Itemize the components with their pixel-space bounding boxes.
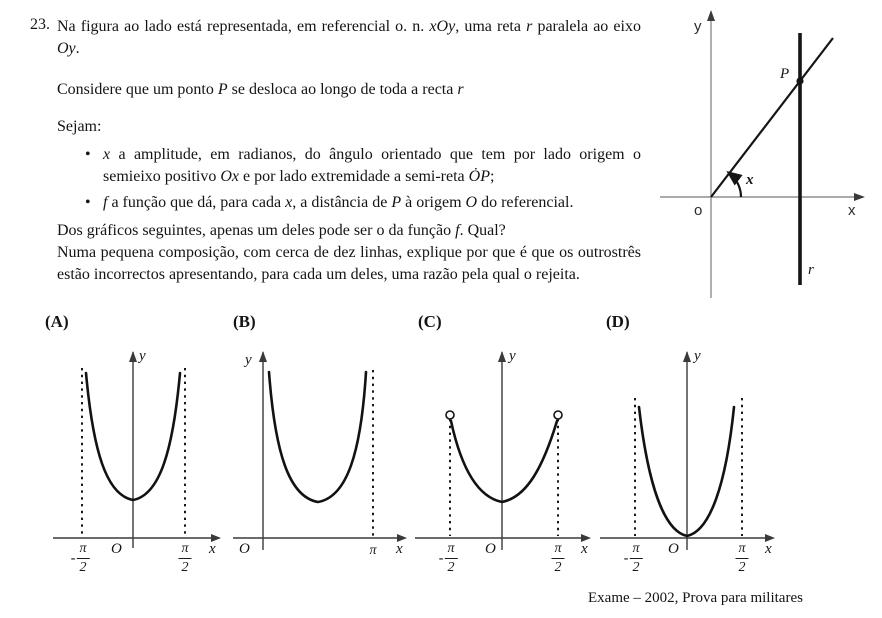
paragraph-instruction: Numa pequena composição, com cerca de dez linhas, explique por que é que os outrostrês estão incorrectos apresentando, para cada um deles, uma razão pela qual o rejeita.: [57, 244, 641, 283]
tick-pi-over-2: $\frac{\pi}{2}$: [178, 542, 191, 575]
y-axis-arrow-icon: [683, 351, 691, 362]
option-label-d: (D): [606, 312, 630, 331]
origin-label: O: [239, 541, 250, 557]
option-label-b: (B): [233, 312, 256, 331]
coordinate-figure-svg: [658, 4, 880, 306]
paragraph-intro: Na figura ao lado está representada, em referencial o. n. xOy, uma reta r paralela ao eixo Oy.: [57, 18, 641, 57]
y-axis-arrow-icon: [707, 10, 715, 21]
origin-label: O: [668, 541, 679, 557]
graph-a-svg: [25, 345, 230, 590]
figure-angle-label: x: [746, 172, 754, 188]
x-axis-label: x: [209, 541, 216, 557]
y-axis-arrow-icon: [498, 351, 506, 362]
tick-neg-pi-over-2: - $\frac{\pi}{2}$: [624, 542, 643, 575]
y-axis-arrow-icon: [129, 351, 137, 362]
figure-x-label: x: [848, 202, 856, 219]
option-label-c: (C): [418, 312, 442, 331]
figure-y-label: y: [694, 18, 702, 35]
y-axis-label: y: [139, 348, 146, 364]
origin-label: O: [111, 541, 122, 557]
tick-neg-pi-over-2: - $\frac{\pi}{2}$: [71, 542, 90, 575]
x-axis-label: x: [396, 541, 403, 557]
tick-pi: π: [369, 543, 377, 558]
open-endpoint-right: [554, 411, 562, 419]
paragraph-question: Dos gráficos seguintes, apenas um deles pode ser o da função f. Qual?: [57, 222, 506, 239]
bullet-item-angle: • x a amplitude, em radianos, do ângulo orientado que tem por lado origem o semieixo positivo Ox e por lado extremidade a semi-reta ȮP;: [57, 144, 641, 188]
question-text: [57, 16, 641, 286]
bullet-item-function: • f a função que dá, para cada x, a distância de P à origem O do referencial.: [57, 192, 641, 214]
point-p-dot: [796, 77, 803, 84]
y-axis-label: y: [245, 352, 252, 368]
x-axis-arrow-icon: [854, 193, 865, 201]
open-endpoint-left: [446, 411, 454, 419]
x-axis-label: x: [581, 541, 588, 557]
figure-point-label: P: [780, 66, 790, 82]
option-graph-b: [230, 345, 435, 590]
x-axis-label: x: [765, 541, 772, 557]
option-graph-d: [598, 345, 803, 590]
y-axis-label: y: [509, 348, 516, 364]
option-label-a: (A): [45, 312, 69, 331]
tick-pi-over-2: $\frac{\pi}{2}$: [551, 542, 564, 575]
y-axis-label: y: [694, 348, 701, 364]
curve: [451, 421, 557, 502]
y-axis-arrow-icon: [259, 351, 267, 362]
tick-pi-over-2: $\frac{\pi}{2}$: [735, 542, 748, 575]
source-caption: Exame – 2002, Prova para militares: [588, 590, 803, 606]
graph-b-svg: [230, 345, 435, 590]
origin-label: O: [485, 541, 496, 557]
paragraph-considere: Considere que um ponto P se desloca ao longo de toda a recta r: [57, 81, 464, 98]
tick-neg-pi-over-2: - $\frac{\pi}{2}$: [439, 542, 458, 575]
question-number: 23.: [30, 16, 50, 33]
option-graph-a: [25, 345, 230, 590]
curve: [269, 372, 366, 502]
angle-arc: [729, 173, 741, 197]
bullet-list: [57, 144, 641, 214]
option-graph-c: [413, 345, 618, 590]
coordinate-figure: [658, 4, 880, 306]
figure-origin-label: o: [694, 202, 703, 219]
paragraph-sejam: Sejam:: [57, 118, 102, 135]
figure-line-label: r: [808, 262, 814, 278]
